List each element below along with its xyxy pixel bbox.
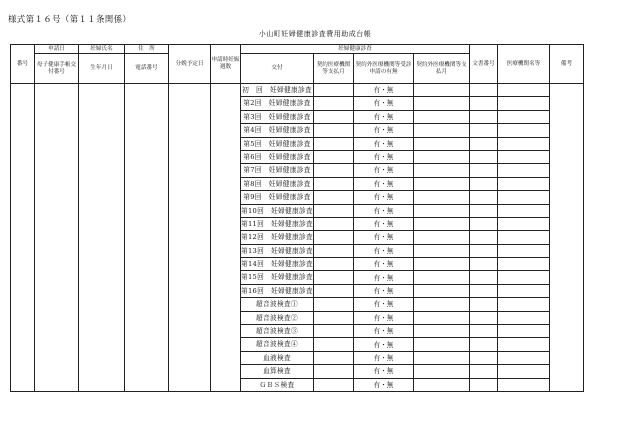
header-pregnant-name: 妊婦氏名 — [79, 45, 125, 54]
medical-facility-cell[interactable] — [498, 204, 550, 217]
noncontract-payment-cell[interactable] — [414, 204, 470, 217]
contract-payment-cell[interactable] — [314, 271, 354, 284]
contract-payment-cell[interactable] — [314, 110, 354, 123]
medical-facility-cell[interactable] — [498, 164, 550, 177]
document-number-cell[interactable] — [470, 191, 498, 204]
noncontract-payment-cell[interactable] — [414, 365, 470, 378]
noncontract-request-choice[interactable]: 有・無 — [354, 338, 414, 351]
checkup-item-label: 第13回 妊婦健康診査 — [241, 244, 314, 257]
checkup-item-label: 超音波検査④ — [241, 338, 314, 351]
noncontract-request-choice[interactable]: 有・無 — [354, 244, 414, 257]
checkup-item-label: 第16回 妊婦健康診査 — [241, 284, 314, 297]
medical-facility-cell[interactable] — [498, 84, 550, 97]
noncontract-payment-cell[interactable] — [414, 217, 470, 230]
weeks-cell[interactable] — [211, 84, 241, 392]
header-document-number: 文書番号 — [470, 45, 498, 84]
noncontract-request-choice[interactable]: 有・無 — [354, 137, 414, 150]
document-number-cell[interactable] — [470, 298, 498, 311]
document-number-cell[interactable] — [470, 311, 498, 324]
noncontract-request-choice[interactable]: 有・無 — [354, 351, 414, 364]
document-number-cell[interactable] — [470, 124, 498, 137]
medical-facility-cell[interactable] — [498, 258, 550, 271]
contract-payment-cell[interactable] — [314, 311, 354, 324]
document-number-cell[interactable] — [470, 110, 498, 123]
noncontract-request-choice[interactable]: 有・無 — [354, 217, 414, 230]
medical-facility-cell[interactable] — [498, 124, 550, 137]
noncontract-request-choice[interactable]: 有・無 — [354, 110, 414, 123]
medical-facility-cell[interactable] — [498, 191, 550, 204]
checkup-item-label: 第7回 妊婦健康診査 — [241, 164, 314, 177]
contract-payment-cell[interactable] — [314, 137, 354, 150]
document-number-cell[interactable] — [470, 378, 498, 391]
noncontract-request-choice[interactable]: 有・無 — [354, 124, 414, 137]
document-number-cell[interactable] — [470, 338, 498, 351]
header-medical-facility: 医療機関名等 — [498, 45, 550, 84]
contract-payment-cell[interactable] — [314, 204, 354, 217]
document-number-cell[interactable] — [470, 97, 498, 110]
checkup-item-label: 初 回 妊婦健康診査 — [241, 84, 314, 97]
noncontract-payment-cell[interactable] — [414, 325, 470, 338]
checkup-item-label: 第5回 妊婦健康診査 — [241, 137, 314, 150]
noncontract-request-choice[interactable]: 有・無 — [354, 271, 414, 284]
medical-facility-cell[interactable] — [498, 217, 550, 230]
medical-facility-cell[interactable] — [498, 231, 550, 244]
contract-payment-cell[interactable] — [314, 351, 354, 364]
document-number-cell[interactable] — [470, 150, 498, 163]
medical-facility-cell[interactable] — [498, 338, 550, 351]
header-contract-payment-month: 契約医療機関等支払月 — [314, 54, 354, 84]
contract-payment-cell[interactable] — [314, 150, 354, 163]
medical-facility-cell[interactable] — [498, 351, 550, 364]
noncontract-payment-cell[interactable] — [414, 378, 470, 391]
contract-payment-cell[interactable] — [314, 365, 354, 378]
noncontract-payment-cell[interactable] — [414, 311, 470, 324]
contract-payment-cell[interactable] — [314, 177, 354, 190]
noncontract-request-choice[interactable]: 有・無 — [354, 365, 414, 378]
header-birth-date: 生年月日 — [79, 54, 125, 84]
noncontract-payment-cell[interactable] — [414, 150, 470, 163]
noncontract-request-choice[interactable]: 有・無 — [354, 164, 414, 177]
noncontract-request-choice[interactable]: 有・無 — [354, 177, 414, 190]
document-number-cell[interactable] — [470, 351, 498, 364]
checkup-item-label: 第3回 妊婦健康診査 — [241, 110, 314, 123]
document-number-cell[interactable] — [470, 84, 498, 97]
header-address: 住 所 — [125, 45, 169, 54]
noncontract-payment-cell[interactable] — [414, 97, 470, 110]
ledger-body — [11, 84, 584, 392]
checkup-item-label: 第10回 妊婦健康診査 — [241, 204, 314, 217]
contract-payment-cell[interactable] — [314, 258, 354, 271]
header-weeks-at-application: 申請時妊娠週数 — [211, 45, 241, 84]
contract-payment-cell[interactable] — [314, 231, 354, 244]
noncontract-payment-cell[interactable] — [414, 338, 470, 351]
document-number-cell[interactable] — [470, 244, 498, 257]
duedate-cell[interactable] — [169, 84, 211, 392]
noncontract-payment-cell[interactable] — [414, 137, 470, 150]
document-number-cell[interactable] — [470, 325, 498, 338]
medical-facility-cell[interactable] — [498, 325, 550, 338]
header-phone: 電話番号 — [125, 54, 169, 84]
medical-facility-cell[interactable] — [498, 311, 550, 324]
header-noncontract-payment-month: 契約外医療機関等支払月 — [414, 54, 470, 84]
header-number: 番号 — [11, 45, 35, 84]
contract-payment-cell[interactable] — [314, 84, 354, 97]
medical-facility-cell[interactable] — [498, 177, 550, 190]
header-noncontract-request: 契約外医療機関等受診申請の有無 — [354, 54, 414, 84]
noncontract-payment-cell[interactable] — [414, 258, 470, 271]
document-title: 小山町妊婦健康診査費用助成台帳 — [258, 30, 372, 38]
noncontract-request-choice[interactable]: 有・無 — [354, 84, 414, 97]
checkup-item-label: 第9回 妊婦健康診査 — [241, 191, 314, 204]
medical-facility-cell[interactable] — [498, 244, 550, 257]
medical-facility-cell[interactable] — [498, 271, 550, 284]
document-number-cell[interactable] — [470, 365, 498, 378]
document-number-cell[interactable] — [470, 137, 498, 150]
noncontract-request-choice[interactable]: 有・無 — [354, 150, 414, 163]
noncontract-payment-cell[interactable] — [414, 110, 470, 123]
noncontract-payment-cell[interactable] — [414, 231, 470, 244]
header-due-date: 分娩予定日 — [169, 45, 211, 84]
medical-facility-cell[interactable] — [498, 378, 550, 391]
checkup-item-label: ＧＢＳ検査 — [241, 378, 314, 391]
medical-facility-cell[interactable] — [498, 97, 550, 110]
checkup-item-label: 第15回 妊婦健康診査 — [241, 271, 314, 284]
document-number-cell[interactable] — [470, 284, 498, 297]
contract-payment-cell[interactable] — [314, 191, 354, 204]
checkup-item-label: 血液検査 — [241, 351, 314, 364]
medical-facility-cell[interactable] — [498, 137, 550, 150]
noncontract-payment-cell[interactable] — [414, 298, 470, 311]
number-cell[interactable] — [11, 84, 35, 392]
medical-facility-cell[interactable] — [498, 110, 550, 123]
header-remarks: 備考 — [550, 45, 584, 84]
contract-payment-cell[interactable] — [314, 378, 354, 391]
document-number-cell[interactable] — [470, 271, 498, 284]
contract-payment-cell[interactable] — [314, 97, 354, 110]
noncontract-request-choice[interactable]: 有・無 — [354, 325, 414, 338]
checkup-item-label: 第11回 妊婦健康診査 — [241, 217, 314, 230]
document-number-cell[interactable] — [470, 258, 498, 271]
noncontract-request-choice[interactable]: 有・無 — [354, 378, 414, 391]
noncontract-payment-cell[interactable] — [414, 351, 470, 364]
document-number-cell[interactable] — [470, 231, 498, 244]
contract-payment-cell[interactable] — [314, 298, 354, 311]
header-issue: 交付 — [241, 54, 314, 84]
noncontract-payment-cell[interactable] — [414, 244, 470, 257]
checkup-item-label: 第2回 妊婦健康診査 — [241, 97, 314, 110]
handbook-cell[interactable] — [35, 84, 79, 392]
medical-facility-cell[interactable] — [498, 284, 550, 297]
checkup-item-label: 超音波検査③ — [241, 325, 314, 338]
contract-payment-cell[interactable] — [314, 164, 354, 177]
noncontract-request-choice[interactable]: 有・無 — [354, 97, 414, 110]
medical-facility-cell[interactable] — [498, 150, 550, 163]
noncontract-request-choice[interactable]: 有・無 — [354, 191, 414, 204]
table-row — [11, 84, 584, 97]
document-number-cell[interactable] — [470, 177, 498, 190]
header-application-date: 申請日 — [35, 45, 79, 54]
noncontract-payment-cell[interactable] — [414, 164, 470, 177]
checkup-item-label: 第8回 妊婦健康診査 — [241, 177, 314, 190]
noncontract-payment-cell[interactable] — [414, 177, 470, 190]
contract-payment-cell[interactable] — [314, 217, 354, 230]
noncontract-payment-cell[interactable] — [414, 191, 470, 204]
birthdate-cell[interactable] — [79, 84, 125, 392]
noncontract-request-choice[interactable]: 有・無 — [354, 284, 414, 297]
checkup-item-label: 第4回 妊婦健康診査 — [241, 124, 314, 137]
form-number: 様式第１６号（第１１条関係） — [8, 15, 132, 25]
checkup-item-label: 第14回 妊婦健康診査 — [241, 258, 314, 271]
header-maternal-handbook-number: 母子健康手帳交付番号 — [35, 54, 79, 84]
contract-payment-cell[interactable] — [314, 124, 354, 137]
noncontract-payment-cell[interactable] — [414, 271, 470, 284]
medical-facility-cell[interactable] — [498, 298, 550, 311]
subsidy-ledger-table — [10, 44, 584, 392]
checkup-item-label: 第6回 妊婦健康診査 — [241, 150, 314, 163]
checkup-item-label: 血算検査 — [241, 365, 314, 378]
header-checkup-group: 妊婦健康診査 — [241, 45, 470, 54]
medical-facility-cell[interactable] — [498, 365, 550, 378]
document-number-cell[interactable] — [470, 164, 498, 177]
remarks-cell[interactable] — [550, 84, 584, 392]
document-number-cell[interactable] — [470, 204, 498, 217]
checkup-item-label: 第12回 妊婦健康診査 — [241, 231, 314, 244]
noncontract-payment-cell[interactable] — [414, 284, 470, 297]
phone-cell[interactable] — [125, 84, 169, 392]
checkup-item-label: 超音波検査② — [241, 311, 314, 324]
contract-payment-cell[interactable] — [314, 325, 354, 338]
noncontract-request-choice[interactable]: 有・無 — [354, 204, 414, 217]
contract-payment-cell[interactable] — [314, 284, 354, 297]
noncontract-request-choice[interactable]: 有・無 — [354, 311, 414, 324]
noncontract-request-choice[interactable]: 有・無 — [354, 231, 414, 244]
contract-payment-cell[interactable] — [314, 338, 354, 351]
checkup-item-label: 超音波検査① — [241, 298, 314, 311]
contract-payment-cell[interactable] — [314, 244, 354, 257]
document-number-cell[interactable] — [470, 217, 498, 230]
noncontract-request-choice[interactable]: 有・無 — [354, 298, 414, 311]
noncontract-payment-cell[interactable] — [414, 84, 470, 97]
noncontract-payment-cell[interactable] — [414, 124, 470, 137]
noncontract-request-choice[interactable]: 有・無 — [354, 258, 414, 271]
